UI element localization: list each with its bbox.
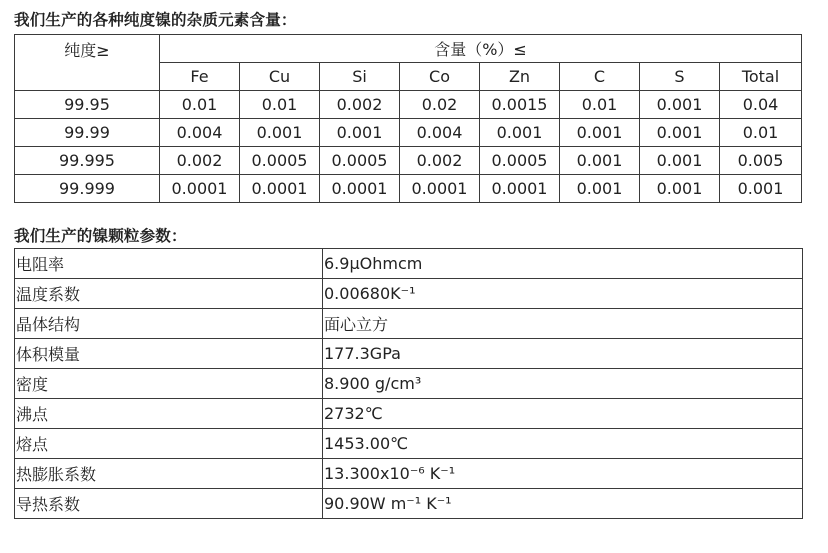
purity-cell: 99.995 [15,147,160,175]
value-cell: 0.002 [160,147,240,175]
param-value: 2732℃ [323,399,803,429]
value-cell: 0.0001 [240,175,320,203]
purity-cell: 99.95 [15,91,160,119]
value-cell: 0.001 [720,175,802,203]
purity-header: 纯度≥ [15,35,160,91]
value-cell: 0.001 [560,147,640,175]
value-cell: 0.001 [240,119,320,147]
impurity-table [14,34,802,203]
impurity-header-row [15,35,802,63]
param-value: 90.90W m⁻¹ K⁻¹ [323,489,803,519]
value-cell: 0.0015 [480,91,560,119]
value-cell: 0.0001 [480,175,560,203]
value-cell: 0.001 [560,175,640,203]
param-value: 177.3GPa [323,339,803,369]
param-name: 晶体结构 [15,309,323,339]
value-cell: 0.001 [640,147,720,175]
param-name: 温度系数 [15,279,323,309]
value-cell: 0.01 [160,91,240,119]
value-cell: 0.01 [720,119,802,147]
table-row [15,147,802,175]
params-heading: 我们生产的镍颗粒参数： [14,227,187,245]
param-row [15,459,803,489]
value-cell: 0.01 [240,91,320,119]
param-row [15,249,803,279]
column-header: Cu [240,63,320,91]
value-cell: 0.0005 [320,147,400,175]
value-cell: 0.004 [400,119,480,147]
column-header: Fe [160,63,240,91]
param-name: 体积模量 [15,339,323,369]
param-value: 面心立方 [323,309,803,339]
value-cell: 0.02 [400,91,480,119]
param-name: 电阻率 [15,249,323,279]
column-header: Zn [480,63,560,91]
value-cell: 0.001 [480,119,560,147]
impurity-heading: 我们生产的各种纯度镍的杂质元素含量： [14,11,297,29]
content-header: 含量（%）≤ [160,35,802,63]
purity-cell: 99.999 [15,175,160,203]
value-cell: 0.0001 [400,175,480,203]
param-name: 热膨胀系数 [15,459,323,489]
column-header: Co [400,63,480,91]
value-cell: 0.0001 [160,175,240,203]
table-row [15,119,802,147]
param-name: 导热系数 [15,489,323,519]
purity-cell: 99.99 [15,119,160,147]
param-name: 密度 [15,369,323,399]
table-row [15,91,802,119]
value-cell: 0.0005 [240,147,320,175]
column-header: Total [720,63,802,91]
value-cell: 0.002 [400,147,480,175]
value-cell: 0.001 [560,119,640,147]
param-name: 熔点 [15,429,323,459]
param-row [15,429,803,459]
value-cell: 0.001 [640,175,720,203]
column-header: C [560,63,640,91]
table-row [15,175,802,203]
value-cell: 0.001 [640,119,720,147]
column-header: S [640,63,720,91]
param-value: 8.900 g/cm³ [323,369,803,399]
param-value: 6.9μOhmcm [323,249,803,279]
value-cell: 0.004 [160,119,240,147]
param-row [15,399,803,429]
value-cell: 0.01 [560,91,640,119]
param-value: 13.300x10⁻⁶ K⁻¹ [323,459,803,489]
param-row [15,279,803,309]
value-cell: 0.005 [720,147,802,175]
param-row [15,369,803,399]
param-row [15,489,803,519]
param-table [14,248,803,519]
param-name: 沸点 [15,399,323,429]
column-header: Si [320,63,400,91]
value-cell: 0.0005 [480,147,560,175]
param-row [15,309,803,339]
value-cell: 0.001 [640,91,720,119]
param-value: 0.00680K⁻¹ [323,279,803,309]
value-cell: 0.002 [320,91,400,119]
value-cell: 0.0001 [320,175,400,203]
param-row [15,339,803,369]
param-value: 1453.00℃ [323,429,803,459]
value-cell: 0.04 [720,91,802,119]
value-cell: 0.001 [320,119,400,147]
